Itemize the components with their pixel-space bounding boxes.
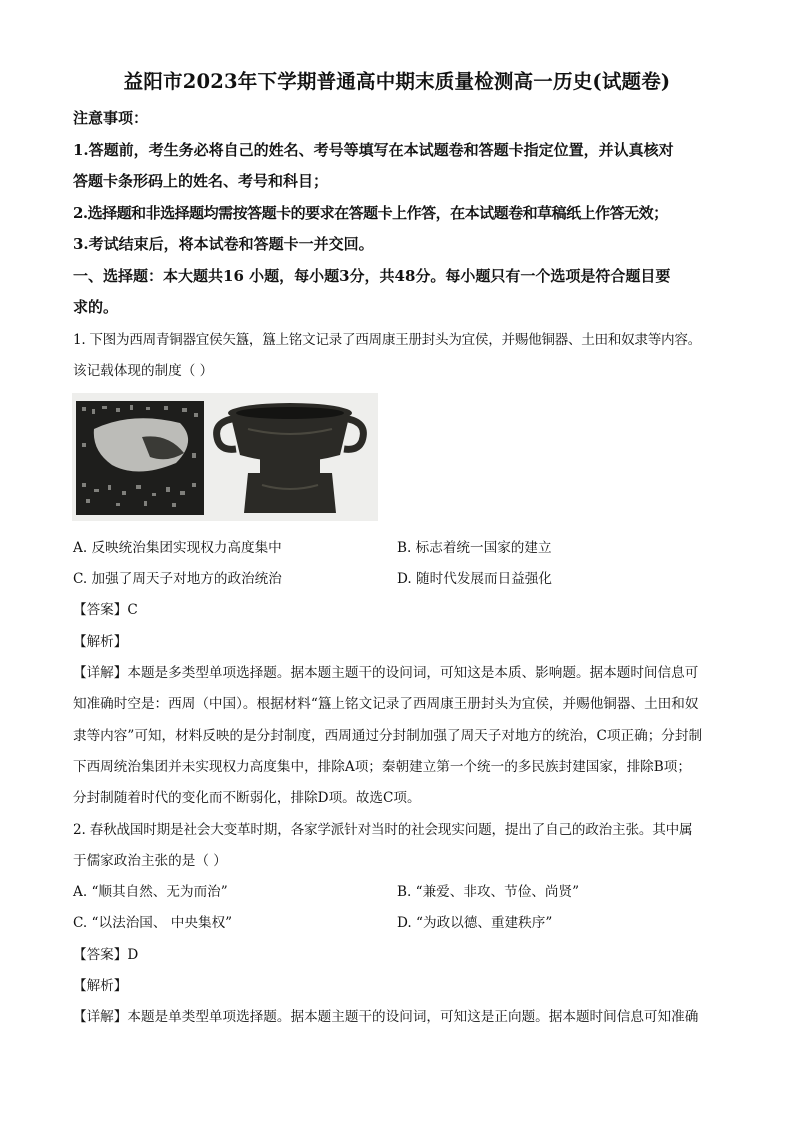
q1-option-c: C. 加强了周天子对地方的政治统治 — [73, 571, 282, 587]
section-heading-line-1: 一、选择题：本大题共16 小题，每小题3分，共48分。每小题只有一个选项是符合题目要 — [73, 267, 671, 285]
q1-detail-line-4: 下西周统治集团并未实现权力高度集中，排除A项；秦朝建立第一个统一的多民族封建国家，排除B项； — [73, 759, 691, 775]
q1-stem-line-1: 1. 下图为西周青铜器宜侯矢簋，簋上铭文记录了西周康王册封头为宜侯，并赐他铜器、土田和奴隶等内容。 — [73, 332, 701, 348]
inscription-rubbing — [76, 401, 204, 515]
q2-analysis-label: 【解析】 — [73, 978, 128, 994]
q2-option-b: B. “兼爱、非攻、节俭、尚贤” — [397, 884, 580, 900]
q2-stem-line-2: 于儒家政治主张的是（ ） — [73, 853, 227, 869]
bronze-vessel — [217, 403, 364, 513]
q1-option-a: A. 反映统治集团实现权力高度集中 — [73, 540, 282, 556]
q1-analysis-label: 【解析】 — [73, 634, 128, 650]
q1-option-d: D. 随时代发展而日益强化 — [397, 571, 552, 587]
notice-line-2: 2.选择题和非选择题均需按答题卡的要求在答题卡上作答，在本试题卷和草稿纸上作答无效； — [73, 204, 668, 222]
q2-option-c: C. “以法治国、 中央集权” — [73, 915, 233, 931]
q1-detail-line-2: 知准确时空是：西周（中国）。根据材料“簋上铭文记录了西周康王册封头为宜侯，并赐他铜器、土田和奴 — [73, 696, 699, 712]
q2-stem-line-1: 2. 春秋战国时期是社会大变革时期，各家学派针对当时的社会现实问题，提出了自己的政治主张。其中属 — [73, 822, 693, 838]
page-title: 益阳市2023年下学期普通高中期末质量检测高一历史(试题卷) — [123, 70, 671, 93]
q1-detail-line-5: 分封制随着时代的变化而不断弱化，排除D项。故选C项。 — [73, 790, 421, 806]
bronze-gui-illustration — [72, 393, 378, 521]
q2-answer: 【答案】D — [73, 947, 139, 963]
q1-option-b: B. 标志着统一国家的建立 — [397, 540, 552, 556]
q1-detail-line-1: 【详解】本题是多类型单项选择题。据本题主题干的设问词，可知这是本质、影响题。据本题时间信息可 — [73, 665, 699, 681]
notice-line-1b: 答题卡条形码上的姓名、考号和科目； — [73, 172, 329, 190]
q1-detail-line-3: 隶等内容”可知，材料反映的是分封制度，西周通过分封制加强了周天子对地方的统治，C项正确；分封制 — [73, 728, 703, 744]
q1-stem-line-2: 该记载体现的制度（ ） — [73, 363, 214, 379]
notice-heading: 注意事项： — [73, 109, 149, 127]
q2-option-a: A. “顺其自然、无为而治” — [73, 884, 228, 900]
notice-line-1a: 1.答题前，考生务必将自己的姓名、考号等填写在本试题卷和答题卡指定位置，并认真核对 — [73, 141, 674, 159]
q2-detail-line-1: 【详解】本题是单类型单项选择题。据本题主题干的设问词，可知这是正向题。据本题时间信息可知准确 — [73, 1009, 699, 1025]
section-heading-line-2: 求的。 — [73, 298, 119, 316]
notice-line-3: 3.考试结束后，将本试卷和答题卡一并交回。 — [73, 235, 374, 253]
bronze-gui-figure — [72, 393, 378, 521]
q1-answer: 【答案】C — [73, 602, 138, 618]
q2-option-d: D. “为政以德、重建秩序” — [397, 915, 553, 931]
